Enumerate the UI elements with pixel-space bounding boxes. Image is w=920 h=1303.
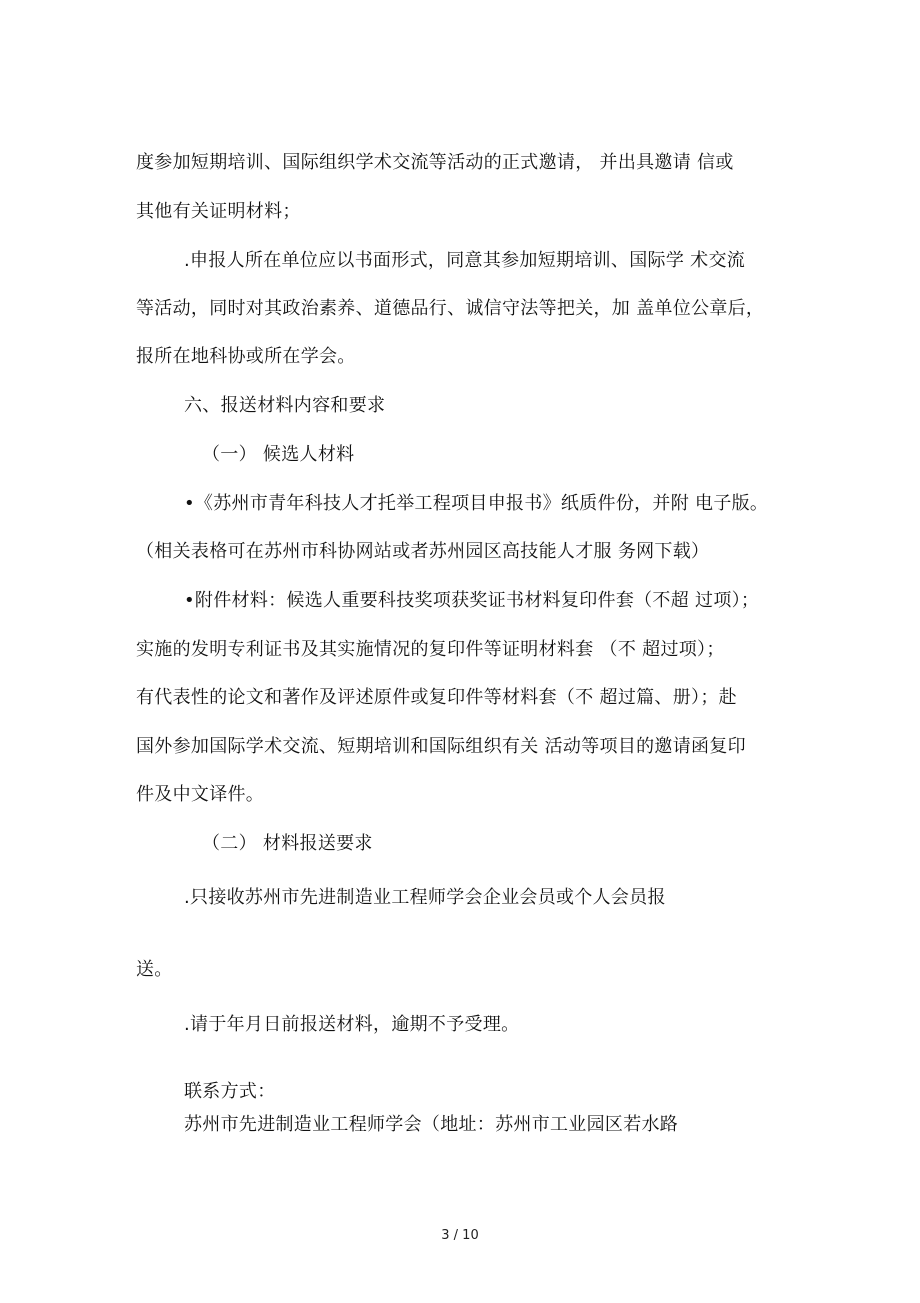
- paragraph-line: 报所在地科协或所在学会。: [136, 346, 356, 367]
- paragraph-line: •《苏州市青年科技人才托举工程项目申报书》纸质件份，并附 电子版。: [184, 493, 769, 514]
- paragraph-line: .申报人所在单位应以书面形式，同意其参加短期培训、国际学 术交流: [184, 250, 746, 271]
- paragraph-line: .请于年月日前报送材料，逾期不予受理。: [184, 1014, 520, 1035]
- paragraph-line: 度参加短期培训、国际组织学术交流等活动的正式邀请， 并出具邀请 信或: [136, 152, 734, 173]
- paragraph-line: （相关表格可在苏州市科协网站或者苏州园区高技能人才服 务网下载）: [136, 541, 710, 562]
- contact-line: 苏州市先进制造业工程师学会（地址：苏州市工业园区若水路: [184, 1114, 679, 1135]
- paragraph-line: 有代表性的论文和著作及评述原件或复印件等材料套（不 超过篇、册）；赴: [136, 687, 737, 708]
- paragraph-line: 国外参加国际学术交流、短期培训和国际组织有关 活动等项目的邀请函复印: [136, 736, 746, 757]
- paragraph-line: 其他有关证明材料；: [136, 201, 301, 222]
- subsection-heading: （一） 候选人材料: [202, 444, 355, 465]
- subsection-heading: （二） 材料报送要求: [202, 833, 373, 854]
- paragraph-line: .只接收苏州市先进制造业工程师学会企业会员或个人会员报: [184, 887, 666, 908]
- paragraph-line: 送。: [136, 959, 173, 980]
- paragraph-line: •附件材料：候选人重要科技奖项获奖证书材料复印件套（不超 过项）；: [184, 590, 760, 611]
- page-number: 3 / 10: [441, 1228, 479, 1243]
- paragraph-line: 等活动，同时对其政治素养、道德品行、诚信守法等把关，加 盖单位公章后，: [136, 298, 765, 319]
- contact-heading: 联系方式：: [184, 1081, 276, 1102]
- paragraph-line: 实施的发明专利证书及其实施情况的复印件等证明材料套 （不 超过项）；: [136, 639, 725, 660]
- paragraph-line: 件及中文译件。: [136, 784, 265, 805]
- section-heading: 六、报送材料内容和要求: [184, 395, 386, 416]
